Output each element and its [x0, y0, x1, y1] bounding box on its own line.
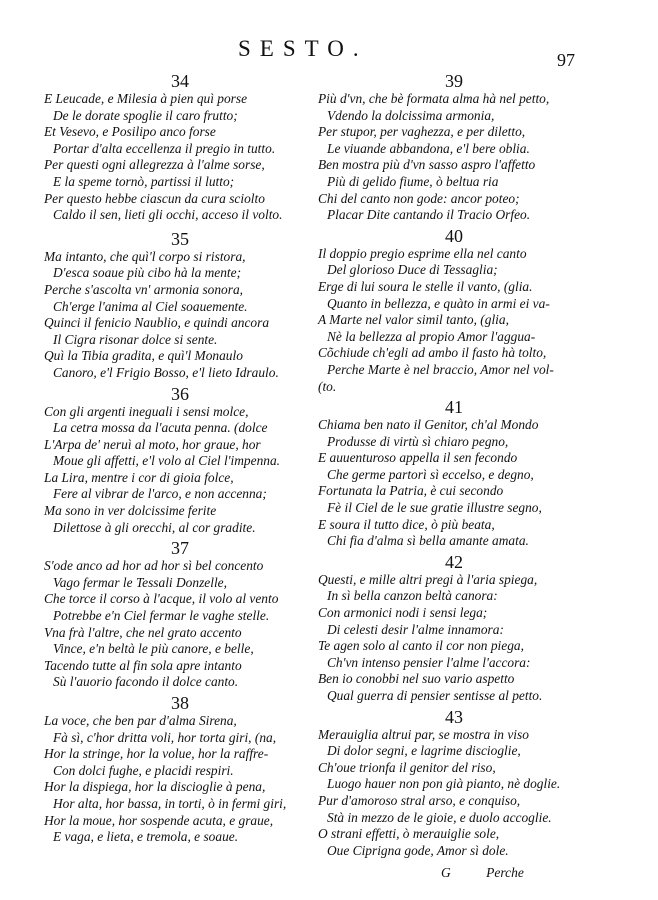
stanza — [318, 553, 590, 705]
verse-line: Oue Ciprigna gode, Amor sì dole. — [327, 842, 509, 858]
verse-line: Più d'vn, che bè formata alma hà nel petto, — [318, 91, 550, 106]
left-column — [44, 72, 316, 849]
catchword: Perche — [486, 865, 524, 880]
verse-line: Per questi ogni allegrezza à l'alme sorse, — [44, 157, 265, 173]
verse-line: Che torce il corso à l'acque, il volo al vento — [44, 591, 279, 607]
verse-line: Con gli argenti ineguali i sensi molce, — [44, 403, 249, 419]
verse-line: Erge di lui soura le stelle il vanto, (glia. — [318, 278, 533, 294]
verse-line: Potrebbe e'n Ciel fermar le vaghe stelle. — [53, 608, 270, 624]
right-column — [318, 72, 590, 862]
verse-line: Canoro, e'l Frigio Bosso, e'l lieto Idraulo. — [53, 364, 279, 380]
verse-line: Ben mostra più d'vn sasso aspro l'affetto — [318, 157, 536, 173]
verse-line: Vago fermar le Tessali Donzelle, — [53, 574, 227, 590]
verse-line: Fè il Ciel de le sue gratie illustre segno, — [327, 500, 542, 516]
verse-line: Per questo hebbe ciascun da cura sciolto — [44, 190, 265, 206]
stanza — [318, 72, 590, 224]
verse-line: Ch'erge l'anima al Ciel soauemente. — [53, 298, 248, 314]
verse-line: Quinci il fenicio Naublio, e quindi ancora — [44, 315, 270, 331]
stanza — [44, 539, 316, 691]
signature-mark: G — [441, 865, 451, 880]
verse-line: D'esca soaue più cibo hà la mente; — [53, 265, 242, 281]
verse-line: (to. — [318, 378, 337, 394]
verse-line: Del glorioso Duce di Tessaglia; — [327, 262, 498, 278]
verse-line: Qual guerra di pensier sentisse al petto. — [327, 688, 543, 703]
verse-line: O strani effetti, ò merauiglie sole, — [318, 826, 500, 842]
stanza — [44, 72, 316, 224]
verse-line: Portar d'alta eccellenza il pregio in tutto. — [53, 140, 276, 156]
verse-line: Di dolor segni, e lagrime discioglie, — [327, 743, 521, 759]
verse-line: La voce, che ben par d'alma Sirena, — [44, 713, 237, 728]
verse-line: Nè la bellezza al propio Amor l'aggua- — [327, 328, 536, 344]
stanza-number: 42 — [445, 551, 463, 572]
verse-line: Chiama ben nato il Genitor, ch'al Mondo — [318, 417, 539, 433]
running-title: SESTO. — [238, 36, 368, 61]
verse-line: L'Arpa de' neruì al moto, hor graue, hor — [44, 436, 261, 452]
verse-line: Fortunata la Patria, è cui secondo — [318, 483, 504, 499]
verse-line: Ma intanto, che quì'l corpo si ristora, — [44, 248, 246, 264]
stanza-number: 43 — [445, 706, 463, 727]
verse-line: Con dolci fughe, e placidi respiri. — [53, 762, 234, 778]
verse-line: Chi fia d'alma sì bella amante amata. — [327, 533, 529, 549]
stanza-number: 40 — [445, 225, 463, 246]
verse-line: Et Vesevo, e Posilipo anco forse — [44, 124, 216, 140]
stanza-number: 35 — [171, 228, 189, 249]
verse-line: Caldo il sen, lieti gli occhi, acceso il volto. — [53, 207, 283, 223]
stanza — [318, 227, 590, 395]
verse-line: Che germe partorì sì eccelso, e degno, — [327, 466, 534, 482]
stanza — [44, 694, 316, 846]
verse-line: E vaga, e lieta, e tremola, e soaue. — [53, 829, 239, 845]
verse-line: E auuenturoso appella il sen fecondo — [318, 450, 518, 466]
verse-line: Hor la stringe, hor la volue, hor la raffre- — [44, 746, 269, 762]
verse-line: A Marte nel valor simil tanto, (glia, — [318, 312, 509, 328]
verse-line: Te agen solo al canto il cor non piega, — [318, 638, 524, 654]
verse-line: Quì la Tibia gradita, e quì'l Monaulo — [44, 348, 243, 364]
verse-line: Ch'oue trionfa il genitor del riso, — [318, 759, 496, 775]
verse-line: Le viuande abbandona, e'l bere oblia. — [327, 140, 530, 156]
stanza — [318, 398, 590, 550]
verse-line: Hor la dispiega, hor la discioglie à pena, — [44, 779, 266, 795]
verse-line: Chi del canto non gode: ancor poteo; — [318, 190, 520, 206]
verse-line: La cetra mossa da l'acuta penna. (dolce — [53, 420, 268, 436]
verse-line: Fà sì, c'hor dritta voli, hor torta giri, (na, — [53, 729, 277, 745]
verse-line: In sì bella canzon beltà canora: — [327, 588, 498, 604]
stanza-number: 37 — [171, 538, 189, 559]
verse-line: Perche Marte è nel braccio, Amor nel vol- — [327, 361, 554, 377]
verse-line: Perche s'ascolta vn' armonia sonora, — [44, 281, 244, 297]
verse-line: La Lira, mentre i cor di gioia folce, — [44, 469, 234, 485]
stanza — [318, 708, 590, 860]
verse-line: Hor alta, hor bassa, in torti, ò in fermi giri, — [53, 795, 287, 811]
verse-line: Produsse di virtù sì chiaro pegno, — [327, 433, 509, 449]
verse-line: Ben io conobbi nel suo vario aspetto — [318, 671, 515, 687]
verse-line: E la speme tornò, partissi il lutto; — [53, 173, 235, 189]
stanza-number: 38 — [171, 693, 189, 713]
verse-line: Merauiglia altrui par, se mostra in viso — [318, 726, 529, 742]
verse-line: Ma sono in ver dolcissime ferite — [44, 503, 217, 519]
verse-line: E Leucade, e Milesia à pien quì porse — [44, 91, 248, 106]
verse-line: Cõchiude ch'egli ad ambo il fasto hà tolto, — [318, 345, 547, 361]
verse-line: Il Cigra risonar dolce si sente. — [53, 331, 218, 347]
verse-line: Vdendo la dolcissima armonia, — [327, 107, 495, 123]
stanza-number: 36 — [171, 383, 189, 404]
verse-line: Placar Dite cantando il Tracio Orfeo. — [327, 207, 531, 223]
verse-line: Stà in mezzo de le gioie, e duolo accoglie. — [327, 809, 552, 825]
verse-line: Per stupor, per vaghezza, e per diletto, — [318, 124, 526, 140]
page-header — [0, 36, 658, 70]
stanza — [44, 385, 316, 537]
stanza-number: 39 — [445, 71, 463, 91]
verse-line: Ch'vn intenso pensier l'alme l'accora: — [327, 654, 531, 670]
verse-line: Questi, e mille altri pregi à l'aria spiega, — [318, 571, 538, 587]
verse-line: De le dorate spoglie il caro frutto; — [53, 107, 238, 123]
page-footer — [441, 865, 524, 881]
verse-line: Quanto in bellezza, e quàto in armi ei va- — [327, 295, 550, 311]
stanza-number: 34 — [171, 71, 189, 91]
verse-line: Pur d'amoroso stral arso, e conquiso, — [318, 792, 521, 808]
verse-line: Sù l'auorio facondo il dolce canto. — [53, 674, 239, 690]
verse-line: Tacendo tutte al fin sola apre intanto — [44, 657, 242, 673]
verse-line: Moue gli affetti, e'l volo al Ciel l'impenna. — [53, 453, 281, 469]
verse-line: Il doppio pregio esprime ella nel canto — [318, 245, 527, 261]
verse-line: Più di gelido fiume, ò beltua ria — [327, 173, 499, 189]
verse-line: Hor la moue, hor sospende acuta, e graue, — [44, 812, 274, 828]
stanza — [44, 230, 316, 382]
verse-line: Vna frà l'altre, che nel grato accento — [44, 624, 242, 640]
verse-line: E soura il tutto dice, ò più beata, — [318, 516, 495, 532]
verse-line: Luogo hauer non pon già pianto, nè doglie. — [327, 776, 561, 792]
page-number: 97 — [557, 50, 575, 70]
verse-line: Fere al vibrar de l'arco, e non accenna; — [53, 486, 267, 502]
stanza-number: 41 — [445, 397, 463, 418]
verse-line: Vince, e'n beltà le più canore, e belle, — [53, 641, 254, 657]
verse-line: Dilettose à gli orecchi, al cor gradite. — [53, 519, 256, 535]
verse-line: Con armonici nodi i sensi lega; — [318, 605, 488, 621]
verse-line: Di celesti desir l'alme innamora: — [327, 621, 504, 637]
verse-line: S'ode anco ad hor ad hor sì bel concento — [44, 558, 264, 574]
